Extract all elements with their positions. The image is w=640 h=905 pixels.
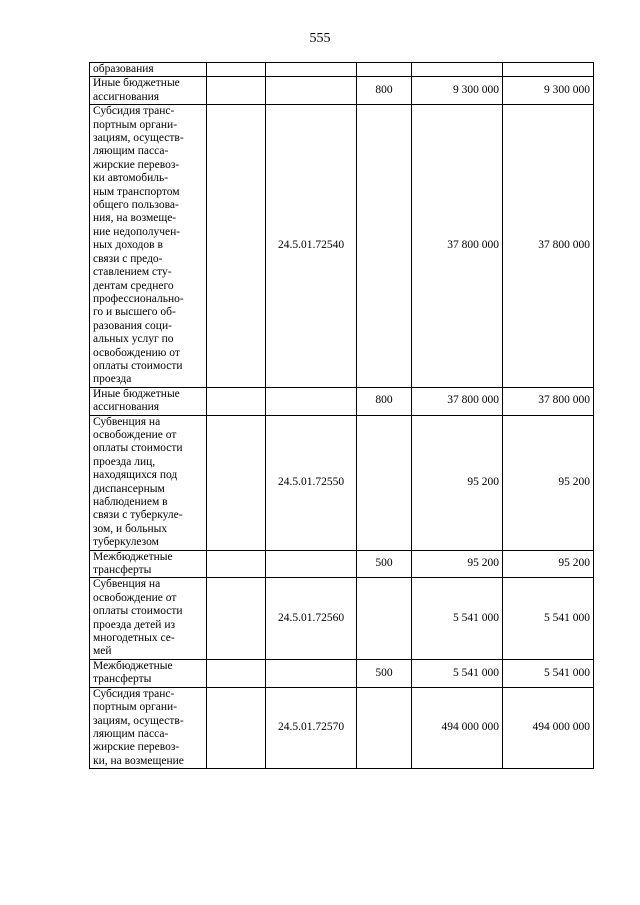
row-code: 24.5.01.72560	[266, 578, 357, 659]
row-amount-1: 37 800 000	[412, 387, 503, 415]
table-row	[90, 105, 594, 388]
row-name: образования	[90, 63, 207, 77]
row-amount-2: 95 200	[503, 415, 594, 550]
table-row	[90, 77, 594, 105]
row-code	[266, 77, 357, 105]
row-section	[207, 415, 266, 550]
row-code: 24.5.01.72540	[266, 105, 357, 388]
row-amount-1: 95 200	[412, 415, 503, 550]
row-amount-2: 95 200	[503, 550, 594, 578]
row-amount-1: 494 000 000	[412, 687, 503, 768]
row-amount-2: 37 800 000	[503, 105, 594, 388]
row-amount-2	[503, 63, 594, 77]
row-amount-2: 5 541 000	[503, 578, 594, 659]
row-amount-2: 37 800 000	[503, 387, 594, 415]
row-expense-type	[357, 687, 412, 768]
table-row	[90, 63, 594, 77]
row-amount-2: 9 300 000	[503, 77, 594, 105]
row-section	[207, 105, 266, 388]
row-name: Межбюджетные трансферты	[90, 550, 207, 578]
row-name: Субсидия транс- портным органи- зациям, осуществ- ляющим пасса- жирские перевоз- ки, на возмещение	[90, 687, 207, 768]
table-row	[90, 578, 594, 659]
row-name: Иные бюджетные ассигнования	[90, 387, 207, 415]
row-name: Межбюджетные трансферты	[90, 659, 207, 687]
table-row	[90, 415, 594, 550]
row-expense-type: 500	[357, 550, 412, 578]
row-name: Субсидия транс- портным органи- зациям, осуществ- ляющим пасса- жирские перевоз- ки автомобиль- ным транспортом общего пользова- ния, на возмеще- ние недополучен- ных доходов в связи с предо- ставлением сту- дентам среднего профессионально- го и высшего об- разования соци- альных услуг по освобождению от оплаты стоимости проезда	[90, 105, 207, 388]
row-section	[207, 578, 266, 659]
row-expense-type	[357, 415, 412, 550]
row-expense-type	[357, 578, 412, 659]
row-amount-1: 5 541 000	[412, 659, 503, 687]
row-name: Субвенция на освобождение от оплаты стоимости проезда детей из многодетных се- мей	[90, 578, 207, 659]
row-section	[207, 77, 266, 105]
row-code	[266, 659, 357, 687]
row-name: Субвенция на освобождение от оплаты стоимости проезда лиц, находящихся под диспансерным наблюдением в связи с туберкуле- зом, и больных туберкулезом	[90, 415, 207, 550]
row-expense-type: 800	[357, 77, 412, 105]
row-code	[266, 550, 357, 578]
row-name: Иные бюджетные ассигнования	[90, 77, 207, 105]
row-code: 24.5.01.72570	[266, 687, 357, 768]
row-amount-1: 37 800 000	[412, 105, 503, 388]
table-row	[90, 687, 594, 768]
table-row	[90, 659, 594, 687]
row-code	[266, 387, 357, 415]
row-section	[207, 387, 266, 415]
row-amount-1: 9 300 000	[412, 77, 503, 105]
row-code	[266, 63, 357, 77]
row-section	[207, 659, 266, 687]
row-amount-1	[412, 63, 503, 77]
row-expense-type	[357, 63, 412, 77]
row-section	[207, 550, 266, 578]
row-amount-2: 494 000 000	[503, 687, 594, 768]
table-row	[90, 387, 594, 415]
row-expense-type: 500	[357, 659, 412, 687]
row-amount-2: 5 541 000	[503, 659, 594, 687]
table-row	[90, 550, 594, 578]
row-expense-type	[357, 105, 412, 388]
row-code: 24.5.01.72550	[266, 415, 357, 550]
row-amount-1: 5 541 000	[412, 578, 503, 659]
row-amount-1: 95 200	[412, 550, 503, 578]
row-expense-type: 800	[357, 387, 412, 415]
budget-table	[89, 62, 594, 769]
row-section	[207, 63, 266, 77]
page-number: 555	[309, 31, 331, 46]
row-section	[207, 687, 266, 768]
